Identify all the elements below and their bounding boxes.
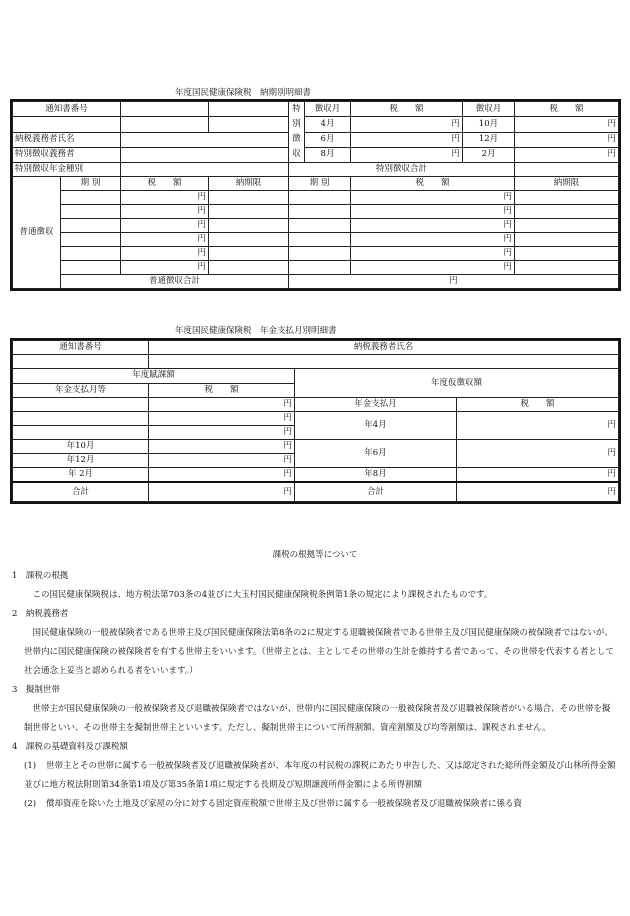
special-collector-label: 特別徴収義務者 (13, 147, 121, 162)
pay-month-cell: 年 2月 (13, 468, 149, 483)
taxpayer-name-field[interactable] (121, 132, 289, 147)
amount-cell: 円 (351, 117, 463, 132)
amount-cell: 円 (351, 247, 515, 261)
amount-cell: 円 (121, 219, 209, 233)
pay-month-cell: 年12月 (13, 454, 149, 468)
amount-cell: 円 (351, 132, 463, 147)
notice-number-label-2: 通知書番号 (13, 341, 149, 355)
total-amount-2: 円 (457, 482, 619, 502)
tax-amount-header-3: 税 額 (121, 177, 209, 191)
amount-cell: 円 (351, 191, 515, 205)
amount-cell: 円 (149, 440, 295, 454)
section-1-body: この国民健康保険税は、地方税法第703条の4並びに大玉村国民健康保険税条例第1条の規定により課税されたものです。 (32, 590, 493, 600)
amount-cell: 円 (149, 398, 295, 412)
normal-total-label: 普通徴収合計 (61, 275, 289, 289)
notes-heading: 課税の根拠等について (272, 550, 358, 560)
section-3-title: 3 擬制世帯 (12, 685, 60, 695)
month-cell: 10月 (463, 117, 515, 132)
form1-caption: 年度国民健康保険税 納期別明細書 (175, 88, 312, 98)
special-collector-field[interactable] (121, 147, 289, 162)
pay-month-header-2: 年金支払月 (295, 398, 457, 412)
pay-month-cell: 年4月 (295, 412, 457, 440)
amount-cell: 円 (121, 233, 209, 247)
collect-month-header: 徴収月 (305, 102, 351, 117)
provisional-amount-header: 年度仮徴収額 (295, 369, 619, 398)
section-3-body: 世帯主が国民健康保険の一般被保険者及び退職被保険者ではないが、世帯内に国民健康保険の一般被保険者及び退職被保険者がいる場合、その世帯を擬制世帯といい、その世帯主を擬制世帯主といいます。ただし、擬制世帯主について所得割額、資産割額及び均等割額は、課税されません。 (24, 704, 611, 733)
amount-cell: 円 (351, 205, 515, 219)
form2-table (12, 340, 619, 502)
form1-table (12, 101, 619, 289)
total-amount: 円 (149, 482, 295, 502)
period-header: 期 別 (61, 177, 121, 191)
amount-cell: 円 (457, 412, 619, 440)
amount-cell: 円 (351, 219, 515, 233)
month-cell: 6月 (305, 132, 351, 147)
pay-month-cell (13, 426, 149, 440)
month-cell: 8月 (305, 147, 351, 162)
pension-type-label: 特別徴収年金種別 (13, 163, 121, 177)
taxpayer-name-label-2: 納税義務者氏名 (149, 341, 619, 355)
item-text: 世帯主とその世帯に属する一般被保険者及び退職被保険者が、本年度の村民税の課税にあたり申告した、又は認定された総所得金額及び山林所得金額並びに地方税法附則第34条第1項及び第35条第1項に規定する長期及び短期譲渡所得金額による所得割額 (24, 761, 616, 790)
amount-cell: 円 (149, 454, 295, 468)
amount-cell: 円 (121, 261, 209, 275)
special-total-label: 特別徴収合計 (289, 163, 515, 177)
amount-cell: 円 (121, 191, 209, 205)
pay-month-header: 年金支払月等 (13, 383, 149, 398)
item-number: (1) (24, 761, 37, 771)
form2-caption: 年度国民健康保険税 年金支払月別明細書 (175, 326, 337, 336)
amount-cell: 円 (149, 426, 295, 440)
normal-collection-text: 普通徴収 (19, 227, 54, 237)
section-1-title: 1 課税の根拠 (12, 571, 69, 581)
notice-number-field[interactable] (121, 102, 209, 117)
section-4-item-2 (12, 795, 618, 814)
amount-cell: 円 (515, 147, 619, 162)
section-2-title: 2 納税義務者 (12, 609, 69, 619)
tax-amount-header-4: 税 額 (351, 177, 515, 191)
normal-collection-vertical-label (13, 177, 61, 289)
amount-cell: 円 (121, 205, 209, 219)
month-cell: 4月 (305, 117, 351, 132)
notice-number-label: 通知書番号 (13, 102, 121, 117)
amount-cell: 円 (515, 117, 619, 132)
due-date-header: 納期限 (209, 177, 289, 191)
amount-cell: 円 (515, 132, 619, 147)
amount-cell: 円 (351, 261, 515, 275)
due-date-header-2: 納期限 (515, 177, 619, 191)
period-header-2: 期 別 (289, 177, 351, 191)
item-text: 償却資産を除いた土地及び家屋の分に対する固定資産税額で世帯主及び世帯に属する一般被保険者及び退職被保険者に係る資 (46, 799, 523, 809)
pension-type-field[interactable] (121, 163, 289, 177)
pay-month-cell (13, 398, 149, 412)
pay-month-cell: 年10月 (13, 440, 149, 454)
amount-cell: 円 (149, 468, 295, 483)
tax-amount-header-6: 税 額 (457, 398, 619, 412)
tax-amount-header: 税 額 (351, 102, 463, 117)
total-label: 合計 (13, 482, 149, 502)
taxpayer-name-field-2[interactable] (149, 355, 619, 369)
tax-basis-notes (12, 546, 618, 814)
amount-cell: 円 (149, 412, 295, 426)
section-2-body: 国民健康保険の一般被保険者である世帯主及び国民健康保険法第8条の2に規定する退職被保険者である世帯主及び国民健康保険の被保険者ではないが、世帯内に国民健康保険の被保険者を有する世帯主をいいます。（世帯主とは、主としてその世帯の生計を維持する者であって、その世帯を代表する者として社会通念上妥当と認められる者をいいます。） (24, 628, 614, 676)
month-cell: 2月 (463, 147, 515, 162)
notice-number-field-3[interactable] (13, 355, 149, 369)
pay-month-cell: 年6月 (295, 440, 457, 468)
pay-month-cell: 年8月 (295, 468, 457, 483)
notice-number-field-2[interactable] (209, 102, 289, 117)
tax-amount-header-5: 税 額 (149, 383, 295, 398)
total-label-2: 合計 (295, 482, 457, 502)
special-collection-vertical-label (289, 102, 305, 163)
taxpayer-name-label: 納税義務者氏名 (13, 132, 121, 147)
amount-cell: 円 (121, 247, 209, 261)
section-4-item-1 (12, 757, 618, 795)
assessed-amount-header: 年度賦課額 (13, 369, 295, 384)
amount-cell: 円 (351, 147, 463, 162)
pay-month-cell (13, 412, 149, 426)
section-4-title: 4 課税の基礎資料及び課税額 (12, 742, 128, 752)
month-cell: 12月 (463, 132, 515, 147)
collect-month-header-2: 徴収月 (463, 102, 515, 117)
special-total-value (515, 163, 619, 177)
tax-amount-header-2: 税 額 (515, 102, 619, 117)
amount-cell: 円 (351, 233, 515, 247)
special-collection-text: 特別徴収 (292, 104, 301, 159)
item-number: (2) (24, 799, 37, 809)
normal-total-value: 円 (289, 275, 619, 289)
amount-cell: 円 (457, 440, 619, 468)
amount-cell: 円 (457, 468, 619, 483)
